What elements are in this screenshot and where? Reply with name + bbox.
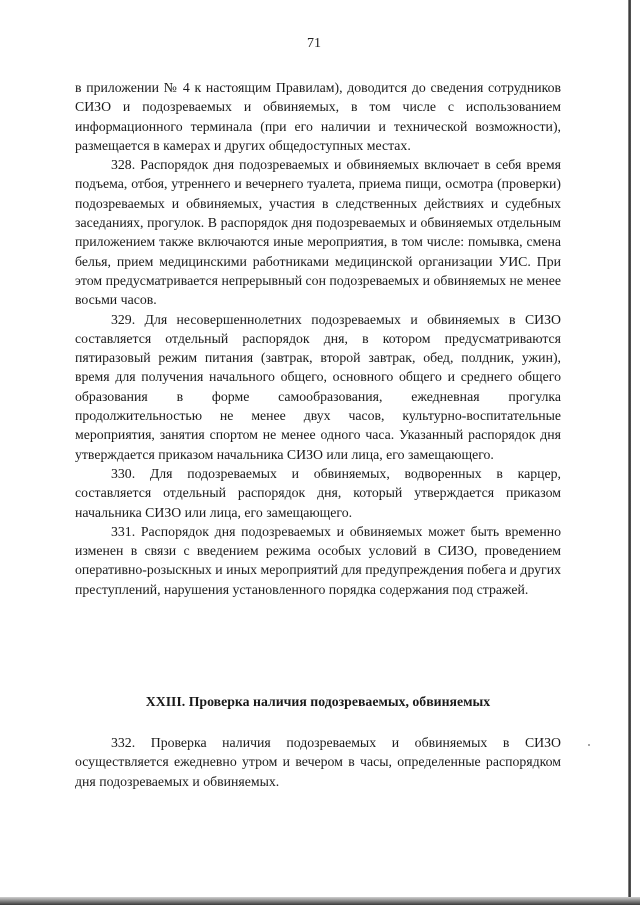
section-heading: XXIII. Проверка наличия подозреваемых, обвиняемых: [145, 694, 491, 709]
paragraph-continuation: в приложении № 4 к настоящим Правилам), доводится до сведения сотрудников СИЗО и подозреваемых и обвиняемых, в том числе с использованием информационного терминала (при его наличии и технической возможности), размещается в камерах и других общедоступных местах.: [75, 80, 561, 153]
paragraph-330: 330. Для подозреваемых и обвиняемых, водворенных в карцер, составляется отдельный распорядок дня, который утверждается приказом начальника СИЗО или лица, его замещающего.: [75, 465, 561, 520]
page-number: 71: [307, 36, 321, 51]
paragraph-329: 329. Для несовершеннолетних подозреваемых и обвиняемых в СИЗО составляется отдельный распорядок дня, в котором предусматриваются пятиразовый режим питания (завтрак, второй завтрак, обед, полдник, ужин), время для получения начального общего, основного общего и среднего общего образования в форме самообразования, ежедневная прогулка продолжительностью не менее двух часов, культурно-воспитательные мероприятия, занятия спортом не менее одного часа. Указанный распорядок дня утверждается приказом начальника СИЗО или лица, его замещающего.: [75, 311, 561, 462]
paragraph-328: 328. Распорядок дня подозреваемых и обвиняемых включает в себя время подъема, отбоя, утреннего и вечернего туалета, приема пищи, осмотра (проверки) подозреваемых и обвиняемых, участия в следственных действиях и судебных заседаниях, прогулок. В распорядок дня подозреваемых и обвиняемых отдельным приложением также включаются иные мероприятия, в том числе: помывка, смена белья, прием медицинскими работниками медицинской организации УИС. При этом предусматривается непрерывный сон подозреваемых и обвиняемых не менее восьми часов.: [75, 157, 561, 308]
section-body-text: [75, 733, 561, 791]
paragraph-331: 331. Распорядок дня подозреваемых и обвиняемых может быть временно изменен в связи с введением режима особых условий в СИЗО, проведением оперативно-розыскных и иных мероприятий для предупреждения побега и других преступлений, нарушения установленного порядка содержания под стражей.: [75, 523, 561, 597]
paragraph-332: 332. Проверка наличия подозреваемых и обвиняемых в СИЗО осуществляется ежедневно утром и вечером в часы, определенные распорядком дня подозреваемых и обвиняемых.: [75, 735, 561, 789]
scan-speck: [588, 744, 590, 746]
scan-edge-right: [628, 0, 631, 905]
body-text: [75, 78, 561, 599]
scan-edge-bottom: [0, 897, 640, 905]
